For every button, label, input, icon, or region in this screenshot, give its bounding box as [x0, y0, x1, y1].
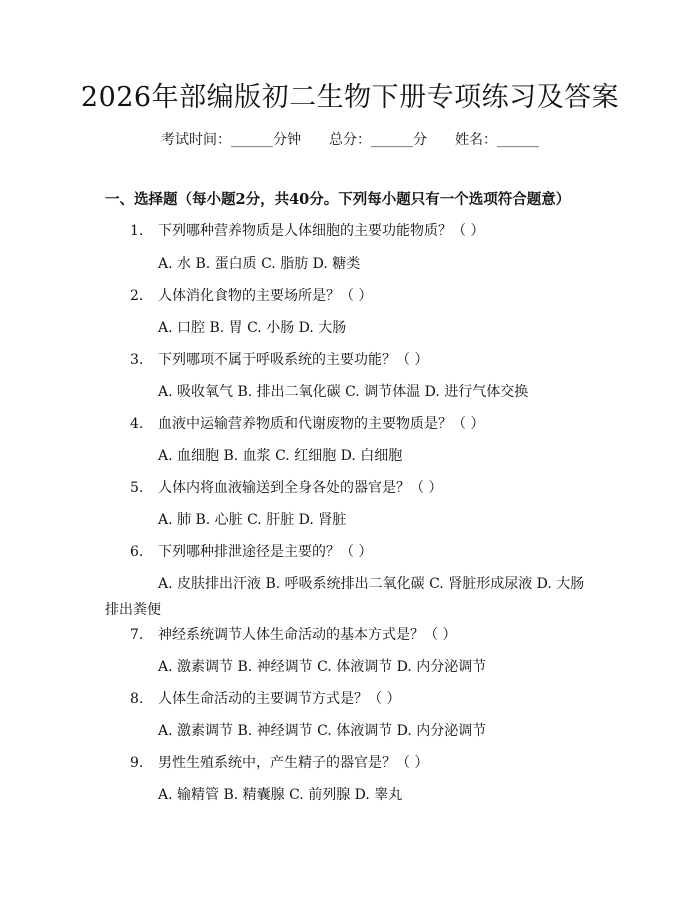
- question-number: 2.: [130, 288, 144, 304]
- question-3: [130, 349, 428, 371]
- question-6-options: A. 皮肤排出汗液 B. 呼吸系统排出二氧化碳 C. 肾脏形成尿液 D. 大肠排出粪便: [105, 576, 585, 618]
- student-name: 姓名：______: [455, 132, 539, 148]
- question-8: [130, 688, 400, 710]
- exam-time: 考试时间：______分钟: [161, 132, 301, 148]
- question-4-options: A. 血细胞 B. 血浆 C. 红细胞 D. 白细胞: [158, 448, 403, 464]
- question-4: [130, 413, 484, 435]
- question-number: 5.: [130, 480, 144, 496]
- question-number: 1.: [130, 223, 144, 239]
- section-heading: 一、选择题（每小题2分，共40分。下列每小题只有一个选项符合题意）: [105, 191, 571, 208]
- question-9: [130, 752, 428, 774]
- question-text: 下列哪种营养物质是人体细胞的主要功能物质？（ ）: [158, 223, 485, 239]
- question-9-options: A. 输精管 B. 精囊腺 C. 前列腺 D. 睾丸: [158, 787, 403, 803]
- question-text: 神经系统调节人体生命活动的基本方式是？（ ）: [158, 627, 457, 643]
- page-title: 2026年部编版初二生物下册专项练习及答案: [80, 82, 620, 113]
- question-text: 下列哪种排泄途径是主要的？（ ）: [158, 544, 373, 560]
- question-2-options: A. 口腔 B. 胃 C. 小肠 D. 大肠: [158, 320, 347, 336]
- question-3-options: A. 吸收氧气 B. 排出二氧化碳 C. 调节体温 D. 进行气体交换: [158, 384, 529, 400]
- question-5-options: A. 肺 B. 心脏 C. 肝脏 D. 肾脏: [158, 512, 347, 528]
- question-text: 男性生殖系统中，产生精子的器官是？（ ）: [158, 755, 429, 771]
- exam-meta: [0, 130, 700, 150]
- exam-total-score: 总分：______分: [329, 132, 427, 148]
- question-2: [130, 285, 372, 307]
- question-number: 3.: [130, 352, 144, 368]
- question-number: 9.: [130, 755, 144, 771]
- question-text: 人体消化食物的主要场所是？（ ）: [158, 288, 373, 304]
- question-number: 6.: [130, 544, 144, 560]
- question-text: 下列哪项不属于呼吸系统的主要功能？（ ）: [158, 352, 429, 368]
- question-1-options: A. 水 B. 蛋白质 C. 脂肪 D. 糖类: [158, 256, 361, 272]
- question-text: 人体生命活动的主要调节方式是？（ ）: [158, 691, 401, 707]
- question-8-options: A. 激素调节 B. 神经调节 C. 体液调节 D. 内分泌调节: [158, 723, 487, 739]
- question-text: 人体内将血液输送到全身各处的器官是？（ ）: [158, 480, 443, 496]
- question-5: [130, 477, 442, 499]
- question-6: [130, 541, 372, 563]
- question-number: 4.: [130, 416, 144, 432]
- question-number: 8.: [130, 691, 144, 707]
- question-7: [130, 624, 456, 646]
- question-7-options: A. 激素调节 B. 神经调节 C. 体液调节 D. 内分泌调节: [158, 659, 487, 675]
- question-1: [130, 220, 484, 242]
- question-text: 血液中运输营养物质和代谢废物的主要物质是？（ ）: [158, 416, 485, 432]
- question-number: 7.: [130, 627, 144, 643]
